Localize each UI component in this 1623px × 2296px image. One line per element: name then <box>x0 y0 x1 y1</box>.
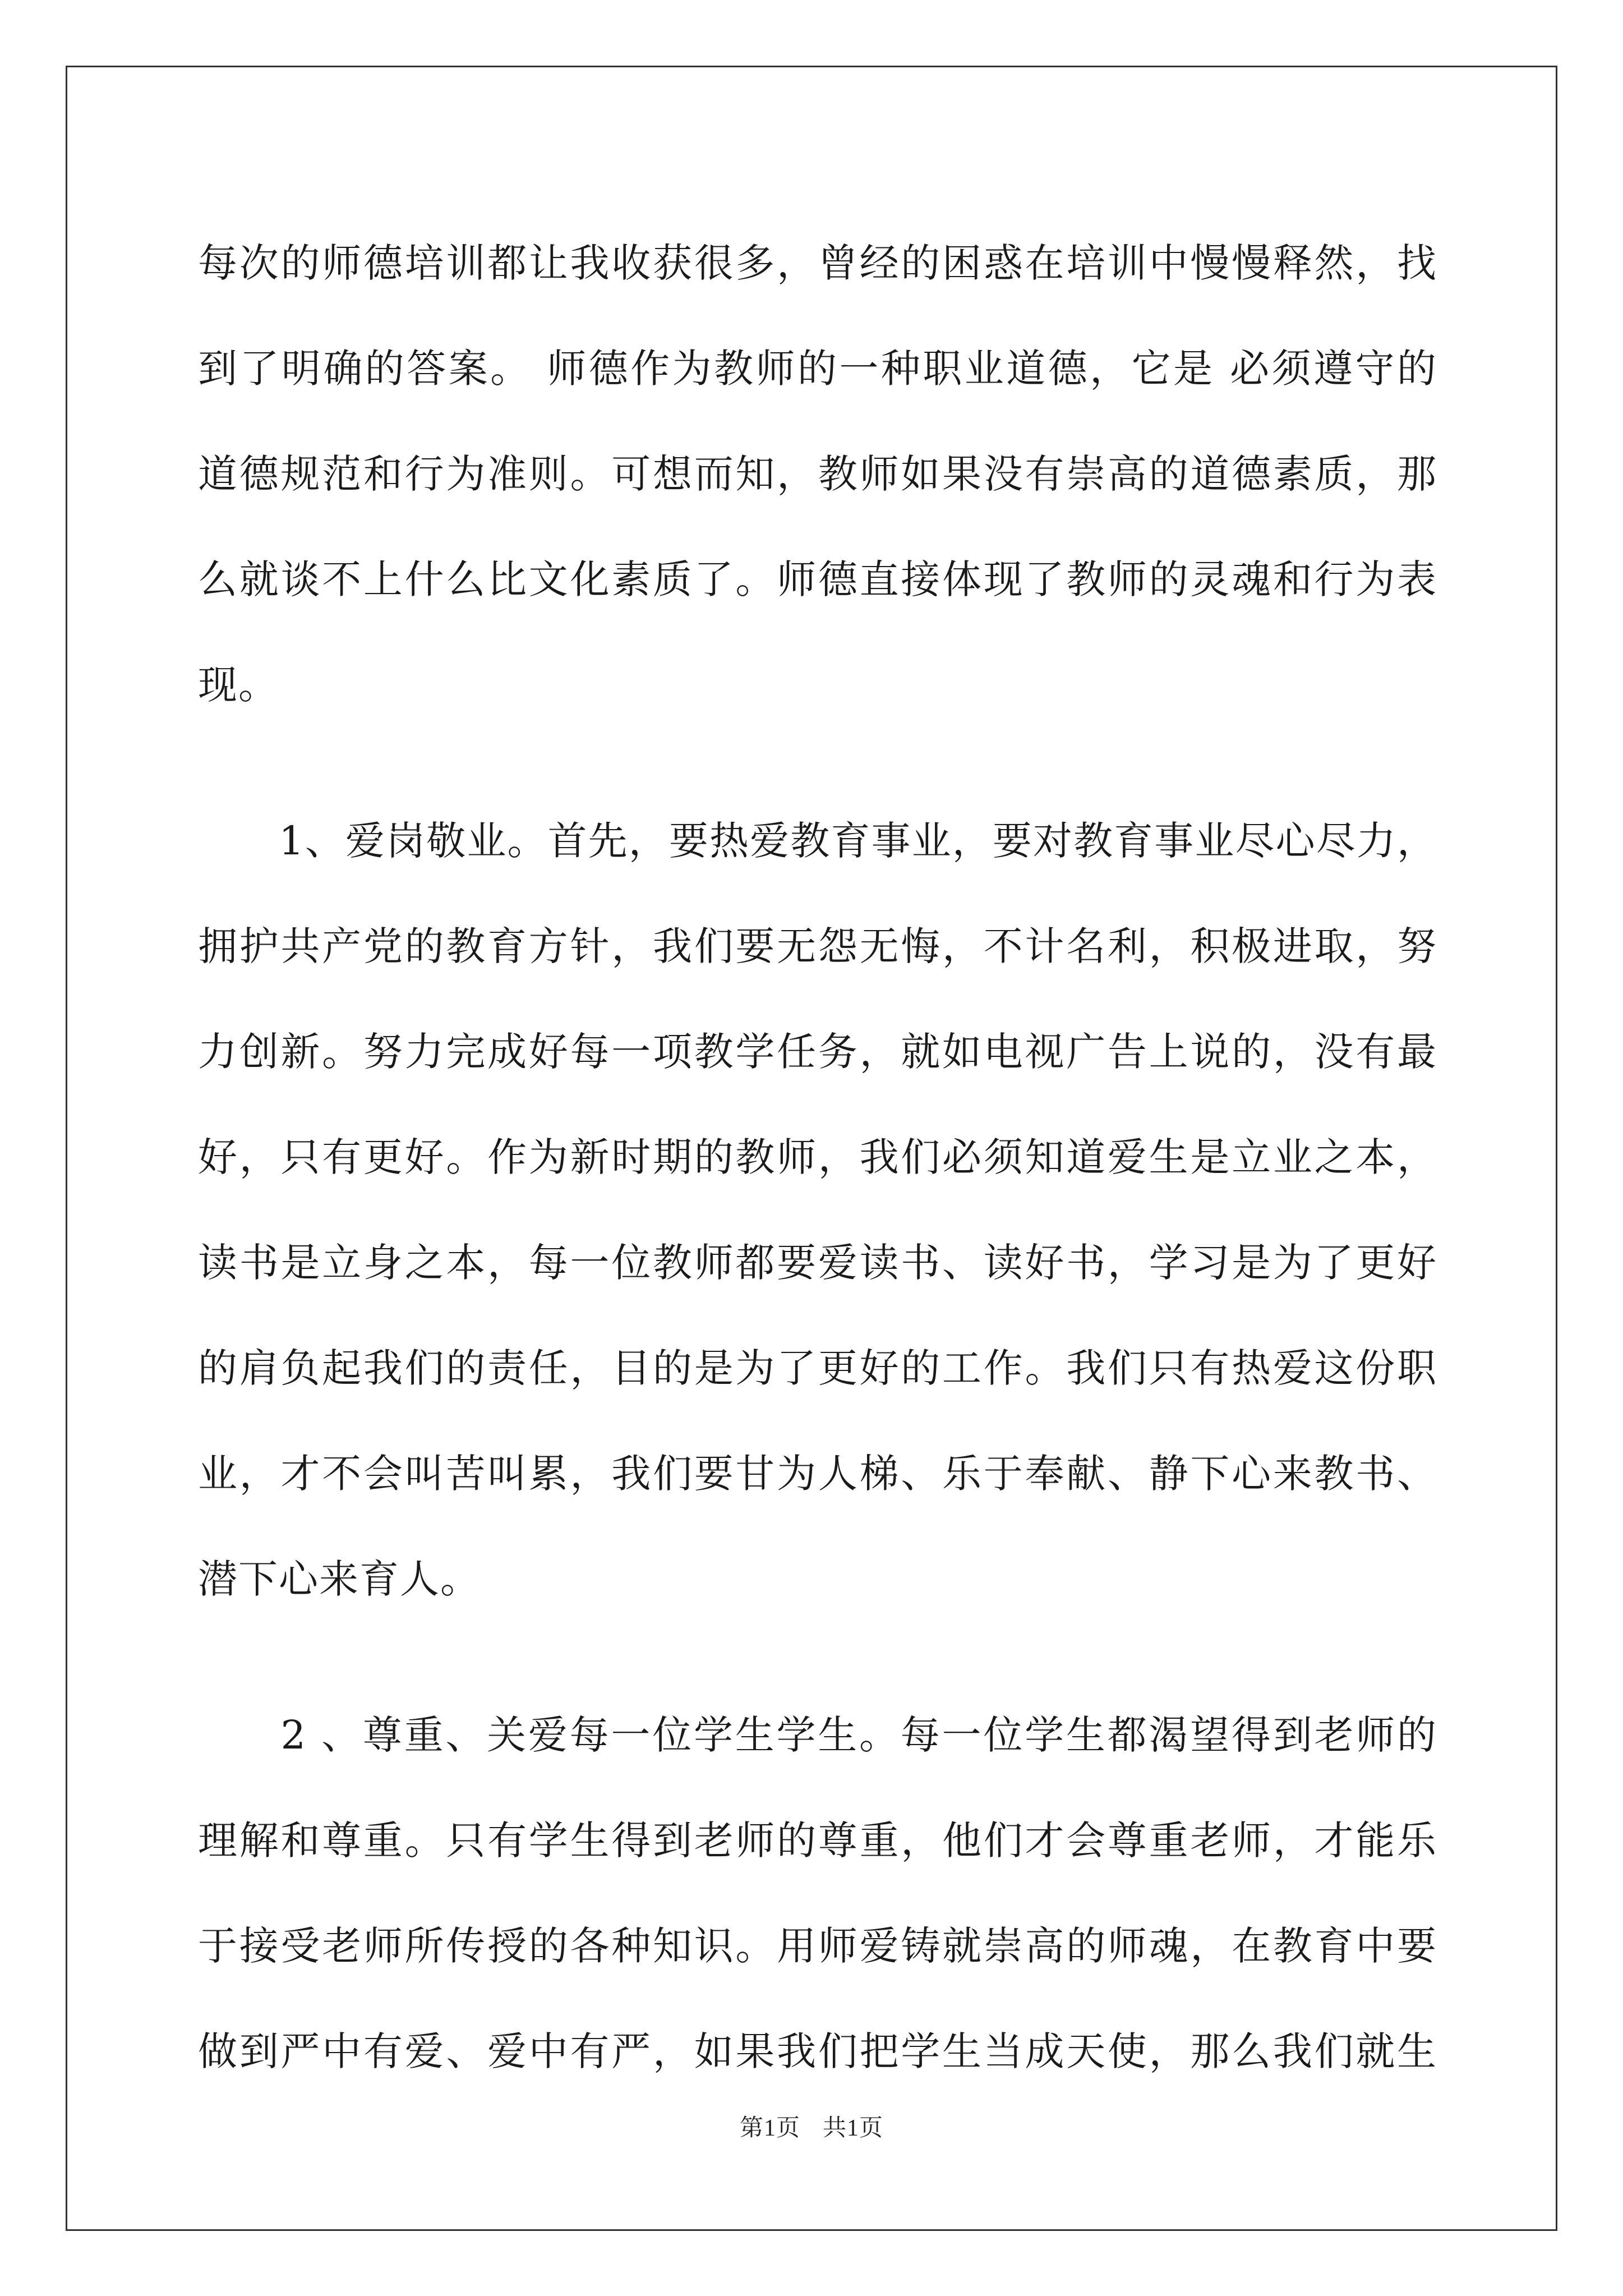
paragraph-2-line-4: 好，只有更好。作为新时期的教师，我们必须知道爱生是立业之本， <box>198 1134 1437 1180</box>
paragraph-3-line-2: 理解和尊重。只有学生得到老师的尊重，他们才会尊重老师，才能乐 <box>198 1818 1437 1864</box>
paragraph-2-line-2: 拥护共产党的教育方针，我们要无怨无悔，不计名利，积极进取，努 <box>198 923 1437 969</box>
paragraph-spacer <box>198 1632 1437 1682</box>
paragraph-2-line-6: 的肩负起我们的责任，目的是为了更好的工作。我们只有热爱这份职 <box>198 1345 1437 1391</box>
paragraph-1-line-3: 道德规范和行为准则。可想而知，教师如果没有崇高的道德素质，那 <box>198 451 1437 497</box>
paragraph-2-line-8: 潜下心来育人。 <box>198 1556 481 1602</box>
paragraph-1-line-5: 现。 <box>198 662 279 708</box>
paragraph-2-line-5: 读书是立身之本，每一位教师都要爱读书、读好书，学习是为了更好 <box>198 1240 1437 1286</box>
paragraph-spacer <box>198 738 1437 788</box>
paragraph-1-line-1: 每次的师德培训都让我收获很多，曾经的困惑在培训中慢慢释然，找 <box>198 240 1437 286</box>
document-body <box>198 210 1437 2104</box>
paragraph-1-line-4: 么就谈不上什么比文化素质了。师德直接体现了教师的灵魂和行为表 <box>198 556 1437 602</box>
page-number-current: 第1页 <box>739 2115 800 2141</box>
paragraph-2-line-3: 力创新。努力完成好每一项教学任务，就如电视广告上说的，没有最 <box>198 1029 1437 1075</box>
paragraph-3-line-3: 于接受老师所传授的各种知识。用师爱铸就崇高的师魂，在教育中要 <box>198 1923 1437 1969</box>
page-number-total: 共1页 <box>823 2115 884 2141</box>
paragraph-2-line-1: 1、爱岗敬业。首先，要热爱教育事业，要对教育事业尽心尽力， <box>198 818 1437 864</box>
paragraph-2-line-7: 业，才不会叫苦叫累，我们要甘为人梯、乐于奉献、静下心来教书、 <box>198 1451 1437 1497</box>
paragraph-3-line-1: 2 、尊重、关爱每一位学生学生。每一位学生都渴望得到老师的 <box>198 1712 1437 1758</box>
paragraph-3-line-4: 做到严中有爱、爱中有严，如果我们把学生当成天使，那么我们就生 <box>198 2028 1437 2074</box>
page-footer <box>0 2109 1623 2143</box>
paragraph-1-line-2: 到了明确的答案。 师德作为教师的一种职业道德，它是 必须遵守的 <box>198 346 1437 392</box>
